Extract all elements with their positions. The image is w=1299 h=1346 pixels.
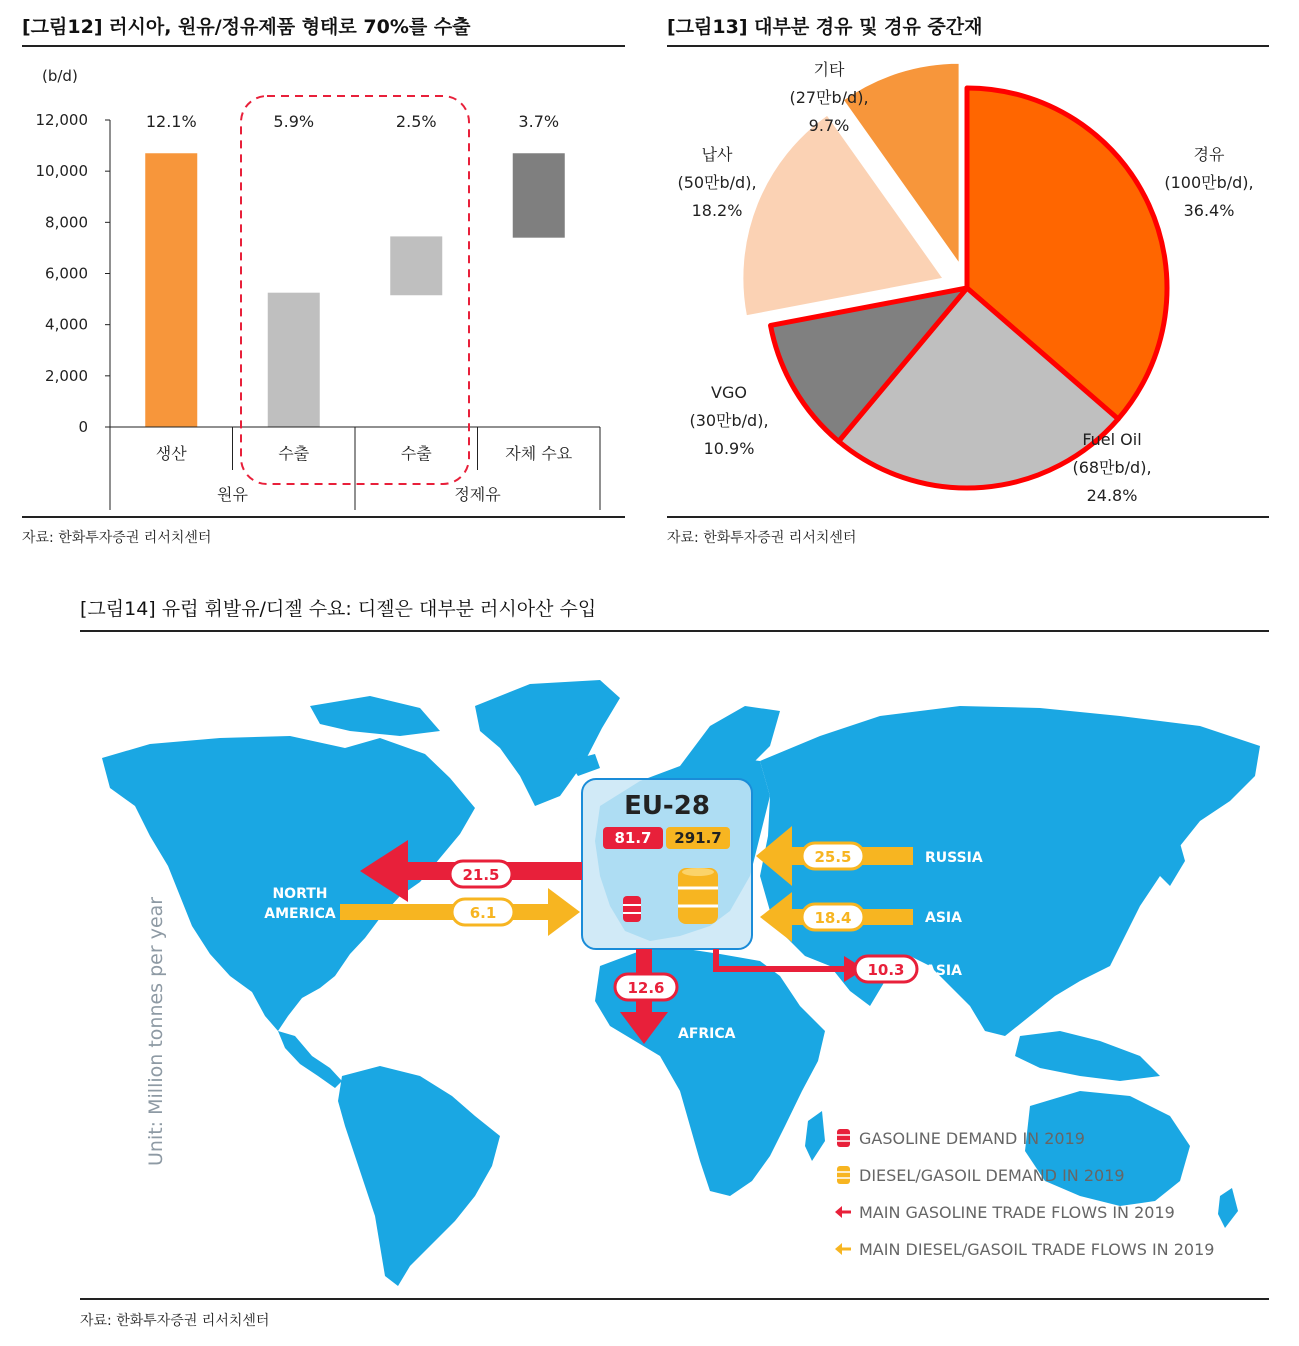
eu28-diesel-value: 291.7 [674, 829, 722, 847]
fig13-title-rule [667, 45, 1269, 47]
y-tick-label: 8,000 [45, 213, 88, 232]
land-new-zealand [1218, 1188, 1238, 1228]
bar [513, 153, 565, 237]
y-tick-label: 10,000 [35, 162, 88, 181]
legend-arrow-left-icon [835, 1243, 851, 1255]
land-arctic-islands [310, 696, 440, 736]
bar-percent-label: 5.9% [273, 112, 315, 131]
pie-slice-label: (27만b/d), [789, 88, 869, 107]
fig14-bottom-rule [80, 1298, 1269, 1300]
land-southeast-asia [1015, 1031, 1160, 1081]
flow-diesel-from-russia-value: 25.5 [814, 848, 852, 866]
pie-slice-label: 24.8% [1086, 486, 1138, 505]
legend-arrow-left-icon [835, 1206, 851, 1218]
pie-slice-label: (100만b/d), [1164, 173, 1254, 192]
fig13-pie-chart [667, 50, 1299, 520]
region-north-america-line1: NORTH [272, 886, 328, 902]
bar-percent-label: 3.7% [518, 112, 560, 131]
bar [145, 153, 197, 427]
land-central-america [278, 1031, 342, 1088]
land-madagascar [805, 1111, 825, 1161]
land-south-america [338, 1066, 500, 1286]
region-asia1-label: ASIA [925, 910, 962, 926]
fig12-source: 자료: 한화투자증권 리서치센터 [22, 530, 212, 546]
pie-slice-label: 9.7% [808, 116, 850, 135]
pie-slice-label: (30만b/d), [689, 411, 769, 430]
fig14-source: 자료: 한화투자증권 리서치센터 [80, 1313, 270, 1329]
legend-label: DIESEL/GASOIL DEMAND IN 2019 [859, 1166, 1125, 1185]
region-asia2-label: ASIA [925, 963, 962, 979]
fig12-x-axis [110, 427, 600, 510]
pie-slice-label: VGO [711, 383, 747, 402]
fig12-chart [0, 50, 625, 520]
pie-slice-label: 납사 [701, 145, 733, 164]
land-asia [760, 706, 1260, 1036]
pie-slice-label: Fuel Oil [1082, 430, 1142, 449]
fig12-unit-label: (b/d) [42, 67, 78, 85]
eu28-label: EU-28 [624, 791, 710, 821]
fig14-title: [그림14] 유럽 휘발유/디젤 수요: 디젤은 대부분 러시아산 수입 [80, 598, 597, 620]
eu28-gasoline-barrel-icon [623, 896, 641, 922]
pie-slice-label: 18.2% [691, 201, 743, 220]
continents [102, 680, 1260, 1286]
legend-label: MAIN GASOLINE TRADE FLOWS IN 2019 [859, 1203, 1175, 1222]
fig13-source: 자료: 한화투자증권 리서치센터 [667, 530, 857, 546]
bar [268, 293, 320, 427]
fig12-bottom-rule [22, 516, 625, 518]
fig12-title-rule [22, 45, 625, 47]
y-tick-label: 4,000 [45, 315, 88, 334]
pie-slice-label: (68만b/d), [1072, 458, 1152, 477]
fig13-slices [743, 63, 1167, 488]
fig12-y-axis [36, 111, 111, 510]
x-group-label: 정제유 [454, 485, 501, 504]
x-category-label: 수출 [400, 444, 432, 463]
legend-label: MAIN DIESEL/GASOIL TRADE FLOWS IN 2019 [859, 1240, 1215, 1259]
y-tick-label: 2,000 [45, 366, 88, 385]
eu28-diesel-barrel-icon [678, 868, 718, 924]
eu28-gasoline-value: 81.7 [614, 829, 652, 847]
pie-slice-label: 경유 [1193, 145, 1225, 164]
y-tick-label: 0 [78, 418, 88, 436]
land-australia [1025, 1091, 1190, 1206]
pie-slice-label: 36.4% [1183, 201, 1235, 220]
bar [390, 236, 442, 295]
fig13-title: [그림13] 대부분 경유 및 경유 중간재 [667, 16, 983, 38]
fig12-title: [그림12] 러시아, 원유/정유제품 형태로 70%를 수출 [22, 16, 471, 38]
fig14-unit-label: Unit: Million tonnes per year [145, 896, 167, 1166]
flow-gasoline-to-asia-value: 10.3 [867, 961, 905, 979]
region-russia-label: RUSSIA [925, 850, 983, 866]
legend-label: GASOLINE DEMAND IN 2019 [859, 1129, 1085, 1148]
flow-gasoline-to-africa-value: 12.6 [627, 979, 665, 997]
flow-gasoline-to-na-value: 21.5 [462, 866, 500, 884]
x-category-label: 수출 [278, 444, 310, 463]
y-tick-label: 12,000 [35, 111, 88, 129]
pie-slice-label: 기타 [813, 60, 845, 79]
x-group-label: 원유 [217, 485, 248, 504]
flow-diesel-from-na-value: 6.1 [469, 904, 497, 922]
pie-slice-label: (50만b/d), [677, 173, 757, 192]
y-tick-label: 6,000 [45, 264, 88, 283]
bar-percent-label: 2.5% [395, 112, 437, 131]
pie-slice-label: 10.9% [703, 439, 755, 458]
legend-barrel-icon [837, 1129, 850, 1147]
fig14-title-rule [80, 630, 1269, 632]
legend-barrel-icon [837, 1166, 850, 1184]
fig12-bars [145, 112, 565, 427]
fig14-world-map [80, 636, 1280, 1296]
region-africa-label: AFRICA [678, 1026, 736, 1042]
bar-percent-label: 12.1% [145, 112, 197, 131]
fig13-bottom-rule [667, 516, 1269, 518]
x-category-label: 자체 수요 [505, 444, 573, 463]
x-category-label: 생산 [155, 444, 187, 463]
flow-diesel-from-asia-value: 18.4 [814, 909, 852, 927]
region-north-america-line2: AMERICA [264, 906, 336, 922]
